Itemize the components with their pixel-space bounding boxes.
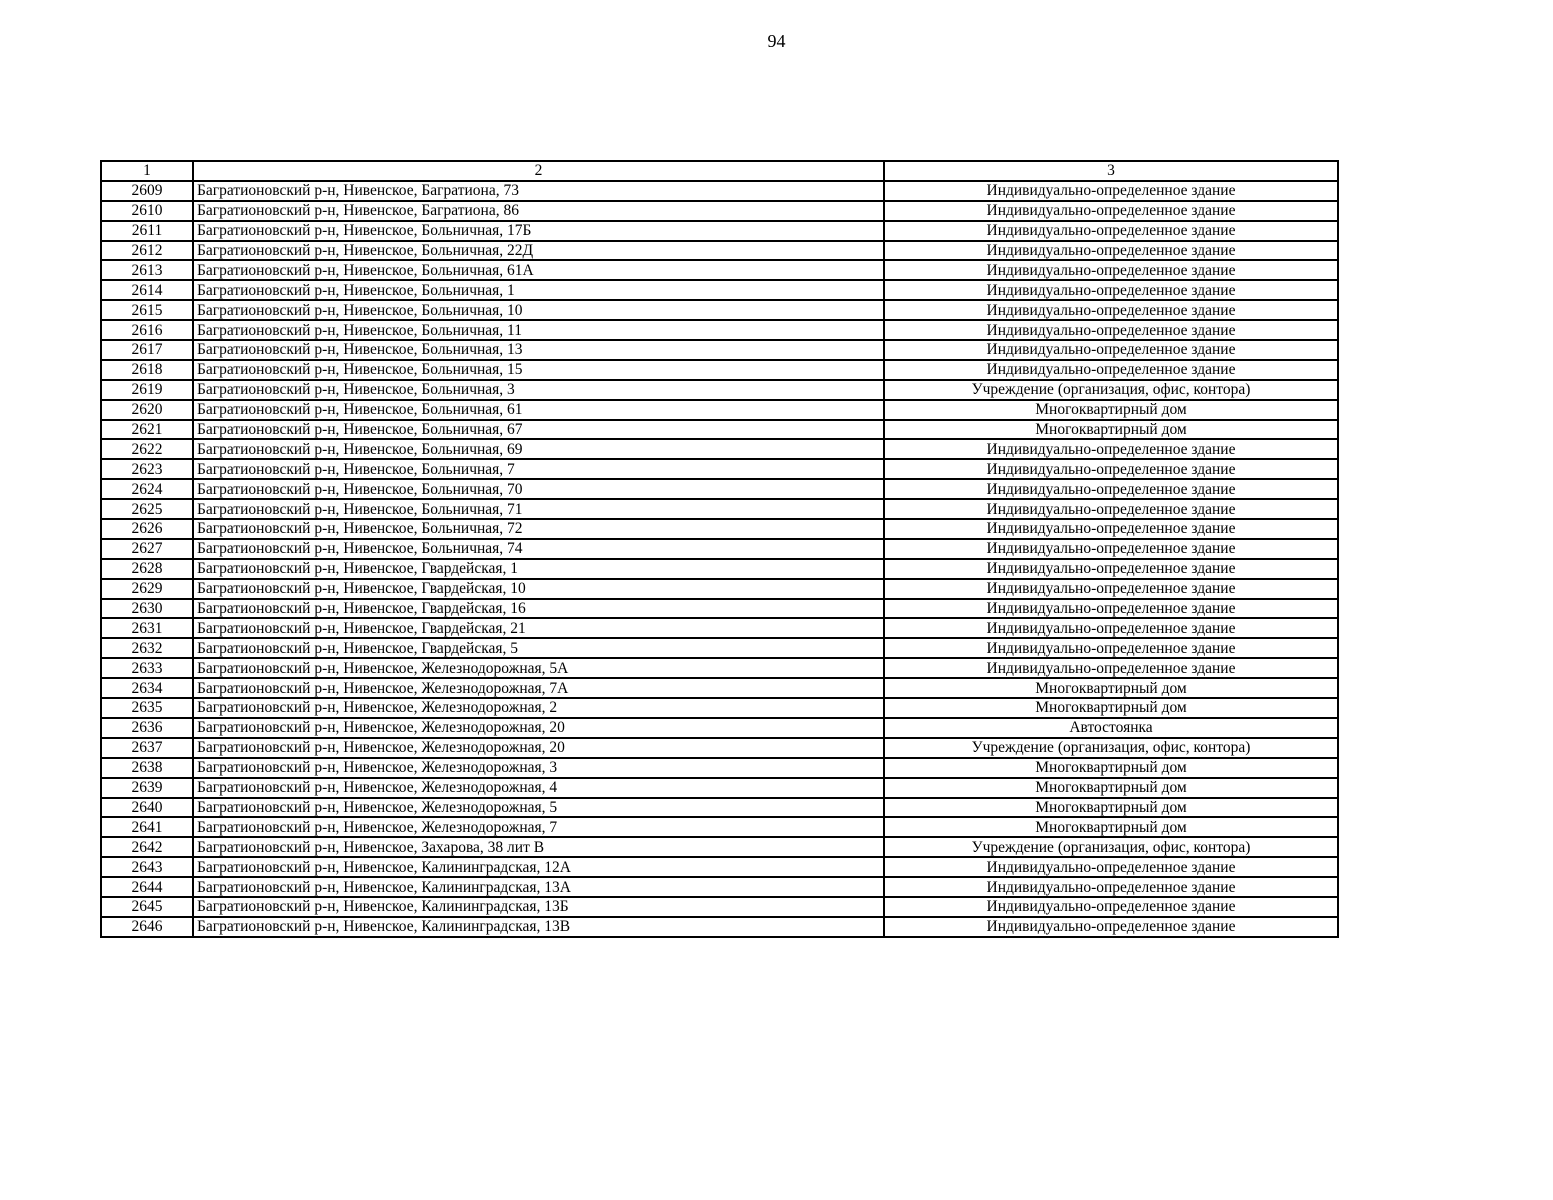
row-address: Багратионовский р-н, Нивенское, Больничная, 10 — [193, 300, 884, 320]
row-address: Багратионовский р-н, Нивенское, Гвардейская, 16 — [193, 599, 884, 619]
row-number: 2614 — [101, 280, 193, 300]
row-address: Багратионовский р-н, Нивенское, Железнодорожная, 20 — [193, 738, 884, 758]
row-number: 2644 — [101, 877, 193, 897]
row-object-type: Индивидуально-определенное здание — [884, 618, 1338, 638]
table-row — [101, 678, 1338, 698]
row-number: 2628 — [101, 559, 193, 579]
row-object-type: Учреждение (организация, офис, контора) — [884, 837, 1338, 857]
row-object-type: Индивидуально-определенное здание — [884, 439, 1338, 459]
row-address: Багратионовский р-н, Нивенское, Больничная, 61А — [193, 260, 884, 280]
row-address: Багратионовский р-н, Нивенское, Больничная, 22Д — [193, 241, 884, 261]
row-address: Багратионовский р-н, Нивенское, Калининградская, 13А — [193, 877, 884, 897]
table-row — [101, 439, 1338, 459]
table-row — [101, 400, 1338, 420]
table-row — [101, 519, 1338, 539]
row-number: 2639 — [101, 778, 193, 798]
row-address: Багратионовский р-н, Нивенское, Больничная, 17Б — [193, 221, 884, 241]
table-row — [101, 300, 1338, 320]
row-object-type: Многоквартирный дом — [884, 420, 1338, 440]
table-row — [101, 181, 1338, 201]
row-object-type: Индивидуально-определенное здание — [884, 221, 1338, 241]
table-row — [101, 201, 1338, 221]
row-object-type: Многоквартирный дом — [884, 758, 1338, 778]
table-row — [101, 738, 1338, 758]
row-number: 2624 — [101, 479, 193, 499]
row-object-type: Индивидуально-определенное здание — [884, 877, 1338, 897]
row-number: 2645 — [101, 897, 193, 917]
row-address: Багратионовский р-н, Нивенское, Больничная, 11 — [193, 320, 884, 340]
row-object-type: Индивидуально-определенное здание — [884, 638, 1338, 658]
row-address: Багратионовский р-н, Нивенское, Багратиона, 86 — [193, 201, 884, 221]
table-row — [101, 638, 1338, 658]
table-row — [101, 479, 1338, 499]
row-object-type: Многоквартирный дом — [884, 817, 1338, 837]
row-address: Багратионовский р-н, Нивенское, Калининградская, 13В — [193, 917, 884, 937]
table-row — [101, 380, 1338, 400]
row-object-type: Автостоянка — [884, 718, 1338, 738]
row-address: Багратионовский р-н, Нивенское, Больничная, 13 — [193, 340, 884, 360]
column-header-address: 2 — [193, 161, 884, 181]
table-row — [101, 260, 1338, 280]
row-number: 2637 — [101, 738, 193, 758]
row-number: 2633 — [101, 658, 193, 678]
row-object-type: Индивидуально-определенное здание — [884, 917, 1338, 937]
table-row — [101, 459, 1338, 479]
row-address: Багратионовский р-н, Нивенское, Железнодорожная, 7А — [193, 678, 884, 698]
table-row — [101, 280, 1338, 300]
row-number: 2612 — [101, 241, 193, 261]
row-address: Багратионовский р-н, Нивенское, Калининградская, 13Б — [193, 897, 884, 917]
row-address: Багратионовский р-н, Нивенское, Больничная, 67 — [193, 420, 884, 440]
row-object-type: Индивидуально-определенное здание — [884, 320, 1338, 340]
row-object-type: Индивидуально-определенное здание — [884, 340, 1338, 360]
row-address: Багратионовский р-н, Нивенское, Железнодорожная, 7 — [193, 817, 884, 837]
table-row — [101, 559, 1338, 579]
table-row — [101, 221, 1338, 241]
table-row — [101, 857, 1338, 877]
table-row — [101, 599, 1338, 619]
row-number: 2619 — [101, 380, 193, 400]
row-address: Багратионовский р-н, Нивенское, Багратиона, 73 — [193, 181, 884, 201]
row-number: 2618 — [101, 360, 193, 380]
row-object-type: Индивидуально-определенное здание — [884, 280, 1338, 300]
row-number: 2611 — [101, 221, 193, 241]
row-object-type: Учреждение (организация, офис, контора) — [884, 738, 1338, 758]
row-address: Багратионовский р-н, Нивенское, Железнодорожная, 5А — [193, 658, 884, 678]
row-number: 2630 — [101, 599, 193, 619]
table-row — [101, 758, 1338, 778]
row-object-type: Индивидуально-определенное здание — [884, 181, 1338, 201]
row-object-type: Индивидуально-определенное здание — [884, 599, 1338, 619]
row-number: 2621 — [101, 420, 193, 440]
row-address: Багратионовский р-н, Нивенское, Гвардейская, 10 — [193, 579, 884, 599]
table-row — [101, 917, 1338, 937]
row-address: Багратионовский р-н, Нивенское, Больничная, 1 — [193, 280, 884, 300]
table-row — [101, 718, 1338, 738]
row-number: 2615 — [101, 300, 193, 320]
row-number: 2634 — [101, 678, 193, 698]
row-number: 2616 — [101, 320, 193, 340]
row-number: 2631 — [101, 618, 193, 638]
row-address: Багратионовский р-н, Нивенское, Больничная, 3 — [193, 380, 884, 400]
row-address: Багратионовский р-н, Нивенское, Больничная, 72 — [193, 519, 884, 539]
row-address: Багратионовский р-н, Нивенское, Больничная, 15 — [193, 360, 884, 380]
row-number: 2638 — [101, 758, 193, 778]
row-object-type: Индивидуально-определенное здание — [884, 459, 1338, 479]
row-number: 2609 — [101, 181, 193, 201]
table-row — [101, 798, 1338, 818]
row-object-type: Индивидуально-определенное здание — [884, 519, 1338, 539]
row-address: Багратионовский р-н, Нивенское, Железнодорожная, 3 — [193, 758, 884, 778]
table-row — [101, 539, 1338, 559]
table-row — [101, 360, 1338, 380]
row-object-type: Индивидуально-определенное здание — [884, 241, 1338, 261]
table-row — [101, 877, 1338, 897]
table-row — [101, 778, 1338, 798]
row-number: 2641 — [101, 817, 193, 837]
row-address: Багратионовский р-н, Нивенское, Железнодорожная, 20 — [193, 718, 884, 738]
row-address: Багратионовский р-н, Нивенское, Больничная, 61 — [193, 400, 884, 420]
row-number: 2632 — [101, 638, 193, 658]
table-row — [101, 320, 1338, 340]
table-row — [101, 817, 1338, 837]
row-object-type: Учреждение (организация, офис, контора) — [884, 380, 1338, 400]
row-object-type: Многоквартирный дом — [884, 400, 1338, 420]
row-object-type: Индивидуально-определенное здание — [884, 479, 1338, 499]
row-number: 2635 — [101, 698, 193, 718]
row-address: Багратионовский р-н, Нивенское, Больничная, 71 — [193, 499, 884, 519]
row-number: 2613 — [101, 260, 193, 280]
row-number: 2622 — [101, 439, 193, 459]
row-address: Багратионовский р-н, Нивенское, Калининградская, 12А — [193, 857, 884, 877]
row-address: Багратионовский р-н, Нивенское, Железнодорожная, 4 — [193, 778, 884, 798]
row-number: 2643 — [101, 857, 193, 877]
row-address: Багратионовский р-н, Нивенское, Больничная, 7 — [193, 459, 884, 479]
row-address: Багратионовский р-н, Нивенское, Железнодорожная, 5 — [193, 798, 884, 818]
row-object-type: Индивидуально-определенное здание — [884, 539, 1338, 559]
row-number: 2642 — [101, 837, 193, 857]
row-address: Багратионовский р-н, Нивенское, Захарова, 38 лит В — [193, 837, 884, 857]
row-number: 2617 — [101, 340, 193, 360]
row-number: 2640 — [101, 798, 193, 818]
row-number: 2627 — [101, 539, 193, 559]
row-number: 2636 — [101, 718, 193, 738]
table-row — [101, 340, 1338, 360]
row-object-type: Индивидуально-определенное здание — [884, 201, 1338, 221]
row-object-type: Индивидуально-определенное здание — [884, 579, 1338, 599]
registry-table-body — [101, 161, 1338, 937]
row-number: 2610 — [101, 201, 193, 221]
row-address: Багратионовский р-н, Нивенское, Гвардейская, 5 — [193, 638, 884, 658]
table-row — [101, 241, 1338, 261]
row-address: Багратионовский р-н, Нивенское, Больничная, 69 — [193, 439, 884, 459]
row-number: 2646 — [101, 917, 193, 937]
row-address: Багратионовский р-н, Нивенское, Больничная, 74 — [193, 539, 884, 559]
table-row — [101, 618, 1338, 638]
row-object-type: Индивидуально-определенное здание — [884, 499, 1338, 519]
table-header-row — [101, 161, 1338, 181]
row-object-type: Индивидуально-определенное здание — [884, 857, 1338, 877]
table-row — [101, 698, 1338, 718]
row-object-type: Индивидуально-определенное здание — [884, 658, 1338, 678]
table-row — [101, 897, 1338, 917]
row-number: 2620 — [101, 400, 193, 420]
row-object-type: Многоквартирный дом — [884, 678, 1338, 698]
row-number: 2623 — [101, 459, 193, 479]
page-number: 94 — [767, 31, 786, 51]
row-object-type: Многоквартирный дом — [884, 798, 1338, 818]
row-number: 2625 — [101, 499, 193, 519]
column-header-type: 3 — [884, 161, 1338, 181]
row-object-type: Индивидуально-определенное здание — [884, 260, 1338, 280]
row-number: 2629 — [101, 579, 193, 599]
table-row — [101, 658, 1338, 678]
row-number: 2626 — [101, 519, 193, 539]
row-address: Багратионовский р-н, Нивенское, Железнодорожная, 2 — [193, 698, 884, 718]
row-object-type: Индивидуально-определенное здание — [884, 559, 1338, 579]
row-object-type: Индивидуально-определенное здание — [884, 897, 1338, 917]
column-header-number: 1 — [101, 161, 193, 181]
row-address: Багратионовский р-н, Нивенское, Больничная, 70 — [193, 479, 884, 499]
row-object-type: Индивидуально-определенное здание — [884, 360, 1338, 380]
table-row — [101, 837, 1338, 857]
row-address: Багратионовский р-н, Нивенское, Гвардейская, 1 — [193, 559, 884, 579]
table-row — [101, 499, 1338, 519]
table-row — [101, 420, 1338, 440]
row-address: Багратионовский р-н, Нивенское, Гвардейская, 21 — [193, 618, 884, 638]
row-object-type: Многоквартирный дом — [884, 698, 1338, 718]
row-object-type: Многоквартирный дом — [884, 778, 1338, 798]
table-row — [101, 579, 1338, 599]
registry-table — [100, 160, 1339, 938]
row-object-type: Индивидуально-определенное здание — [884, 300, 1338, 320]
